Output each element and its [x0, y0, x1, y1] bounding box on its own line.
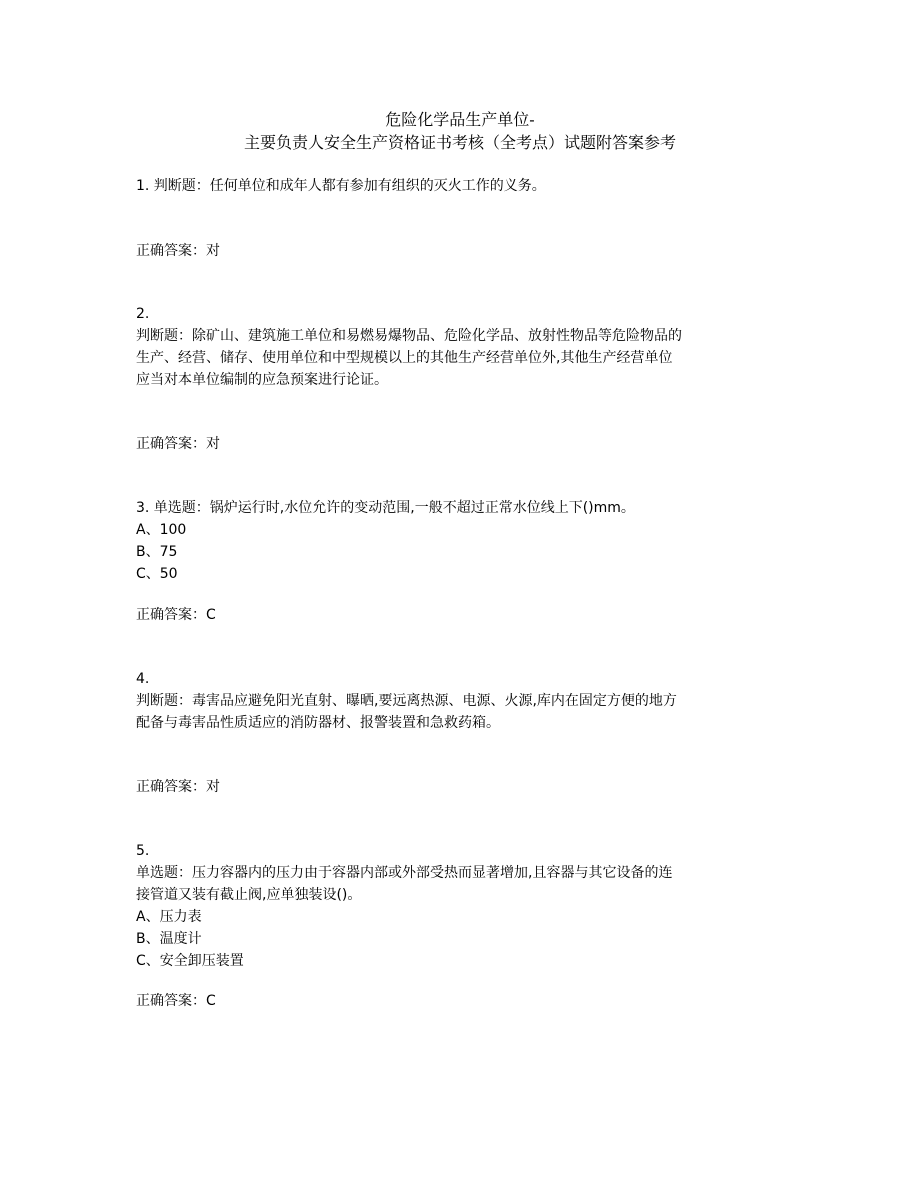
question-5-text-line: 接管道又装有截止阀,应单独装设()。	[136, 887, 362, 903]
question-4	[136, 668, 796, 734]
question-2-text-line: 判断题：除矿山、建筑施工单位和易燃易爆物品、危险化学品、放射性物品等危险物品的	[136, 328, 682, 344]
document-title-line2: 主要负责人安全生产资格证书考核（全考点）试题附答案参考	[243, 133, 676, 152]
question-3-text: 3. 单选题：锅炉运行时,水位允许的变动范围,一般不超过正常水位线上下()mm。	[136, 500, 635, 516]
question-5-option-a: A、压力表	[136, 909, 202, 925]
question-5-option-c: C、安全卸压装置	[136, 953, 244, 969]
question-2	[136, 303, 796, 391]
question-3	[136, 497, 796, 585]
question-1-text: 1. 判断题：任何单位和成年人都有参加有组织的灭火工作的义务。	[136, 178, 546, 194]
question-3-option-a: A、100	[136, 522, 187, 538]
question-5-answer: 正确答案：C	[136, 993, 216, 1009]
question-1	[136, 175, 796, 197]
question-4-number: 4.	[136, 671, 150, 687]
question-3-answer: 正确答案：C	[136, 607, 216, 623]
question-4-answer: 正确答案：对	[136, 779, 220, 795]
question-5	[136, 840, 796, 972]
document-title-line1: 危险化学品生产单位-	[385, 110, 535, 129]
question-3-option-c: C、50	[136, 566, 178, 582]
question-2-text-line: 生产、经营、储存、使用单位和中型规模以上的其他生产经营单位外,其他生产经营单位	[136, 350, 673, 366]
question-2-text-line: 应当对本单位编制的应急预案进行论证。	[136, 372, 388, 388]
question-5-option-b: B、温度计	[136, 931, 202, 947]
question-5-text-line: 单选题：压力容器内的压力由于容器内部或外部受热而显著增加,且容器与其它设备的连	[136, 865, 673, 881]
question-5-number: 5.	[136, 843, 150, 859]
question-1-answer: 正确答案：对	[136, 243, 220, 259]
question-2-number: 2.	[136, 306, 150, 322]
question-2-answer: 正确答案：对	[136, 436, 220, 452]
question-3-option-b: B、75	[136, 544, 178, 560]
question-4-text-line: 判断题：毒害品应避免阳光直射、曝晒,要远离热源、电源、火源,库内在固定方便的地方	[136, 693, 677, 709]
question-4-text-line: 配备与毒害品性质适应的消防器材、报警装置和急救药箱。	[136, 715, 500, 731]
